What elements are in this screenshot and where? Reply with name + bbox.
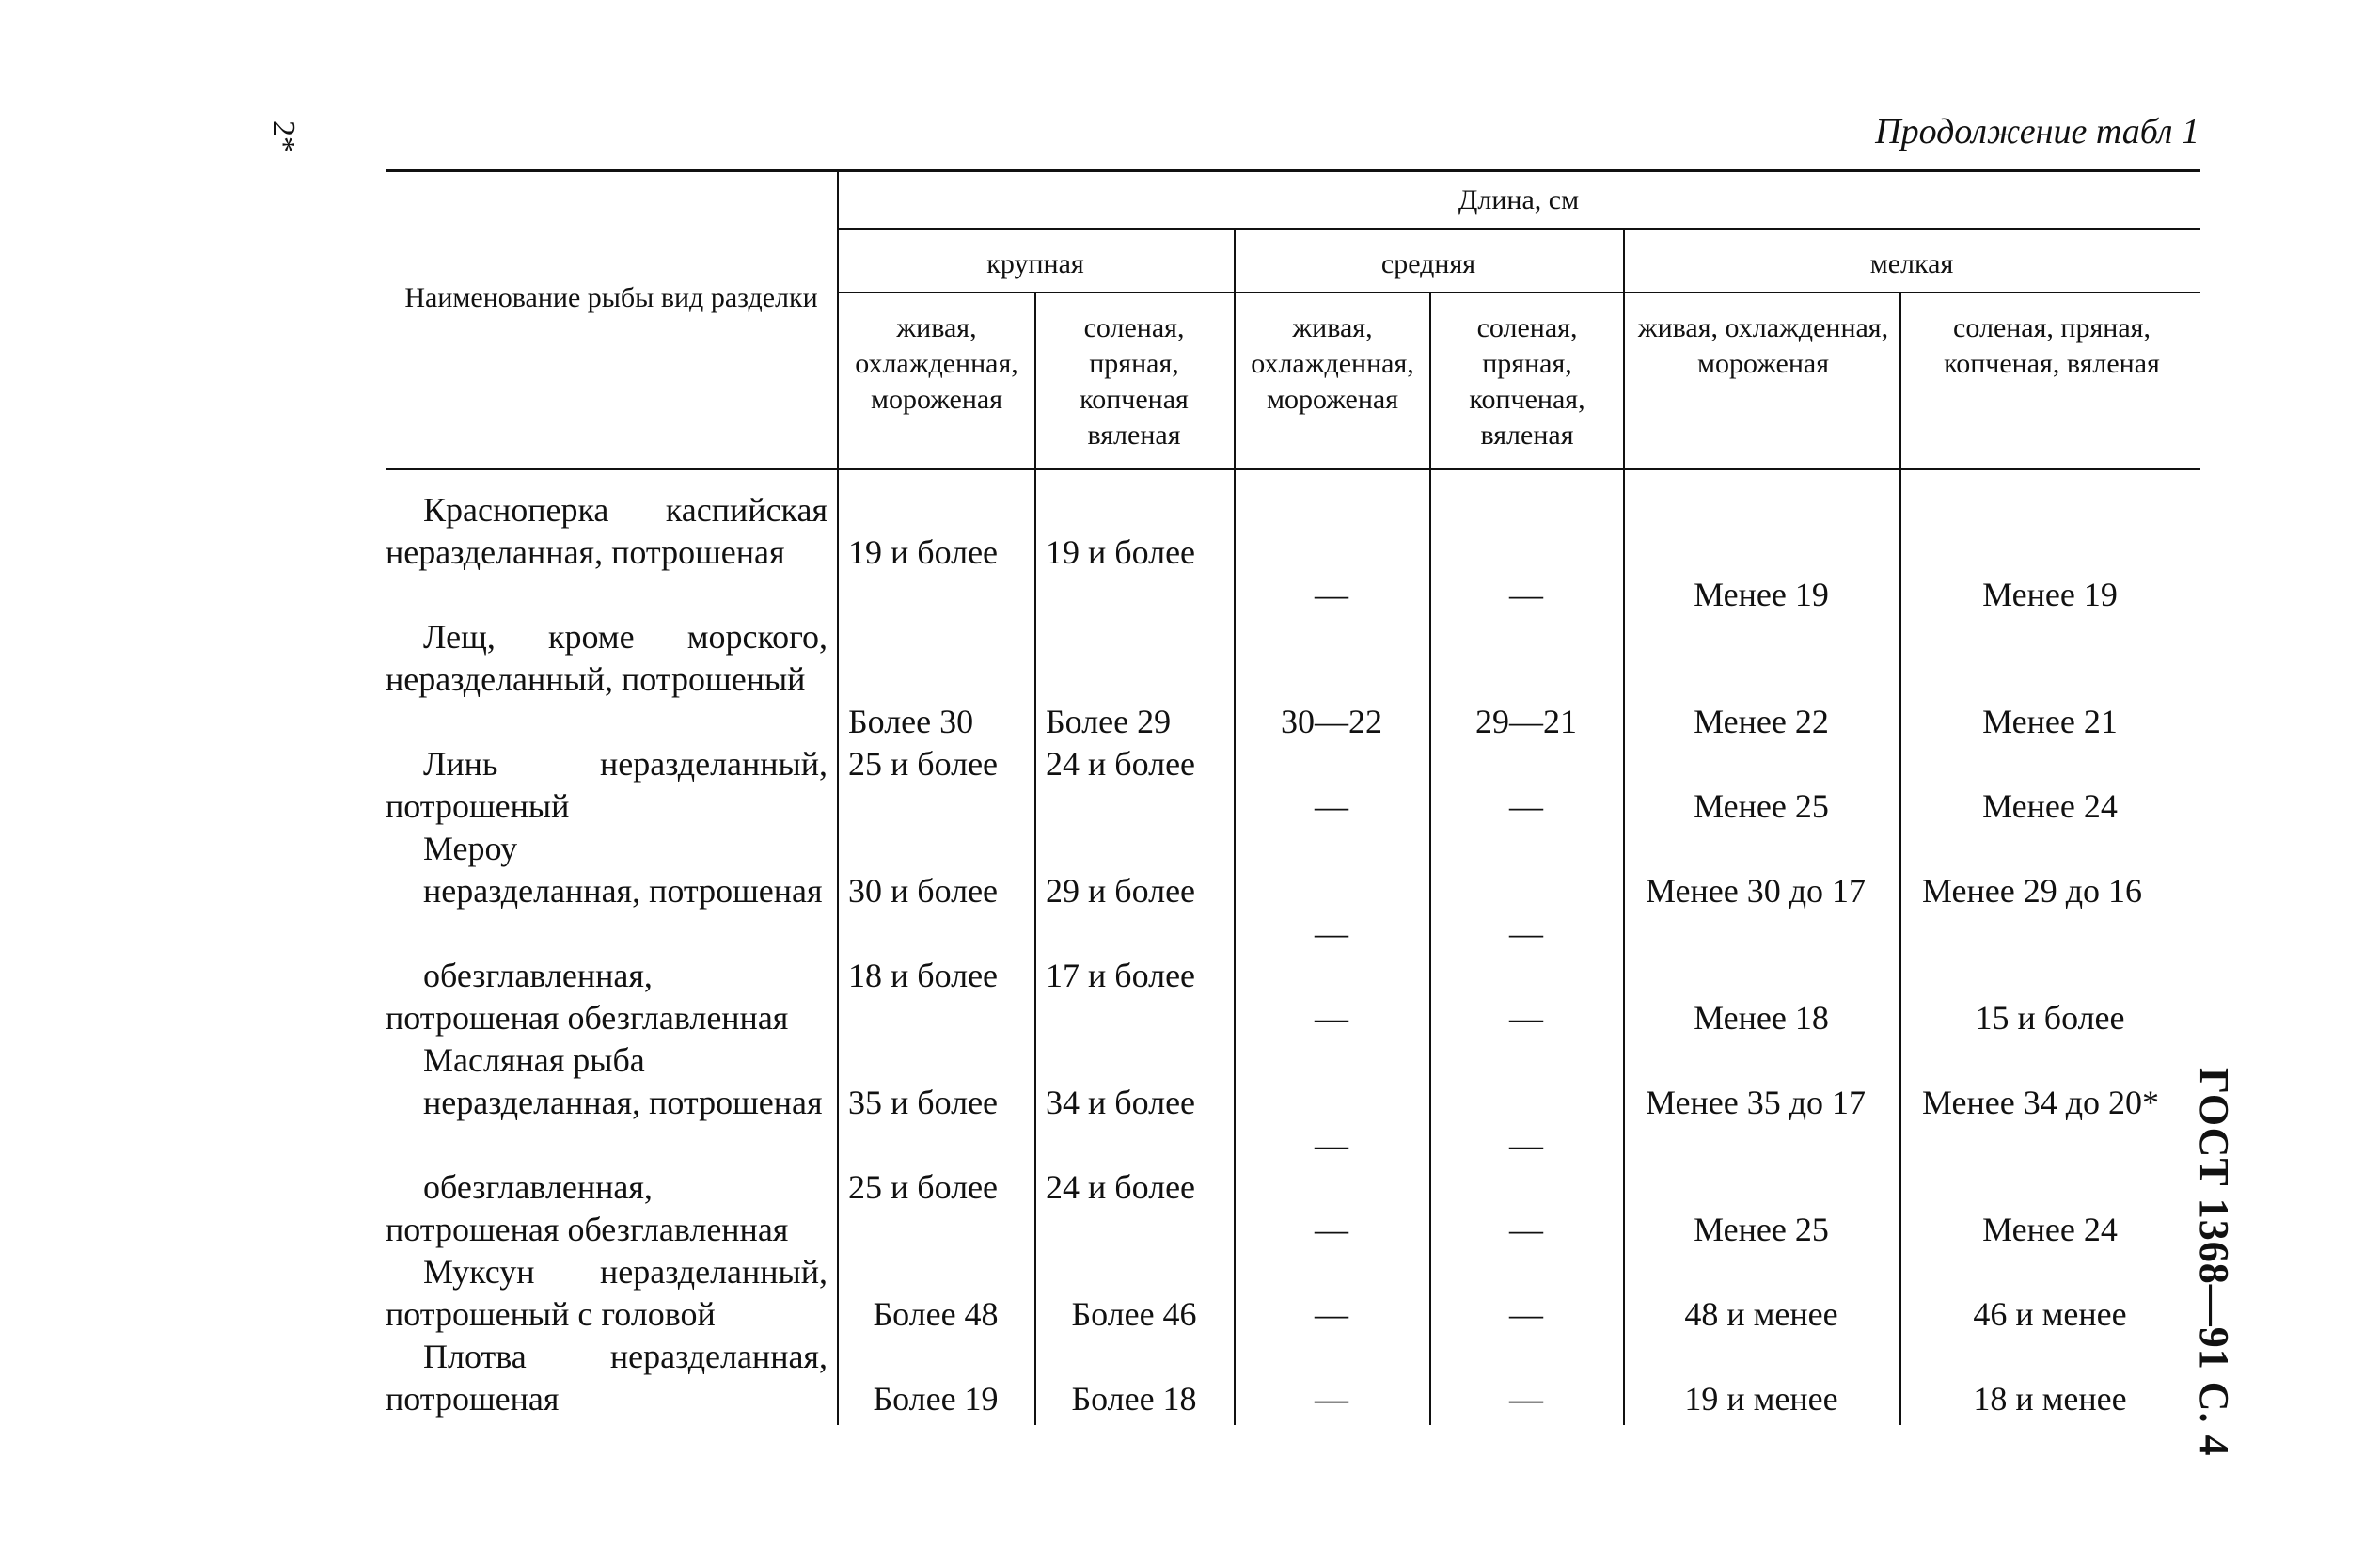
cell-value: Менее 25 [1694, 787, 1829, 825]
cell-value: — [1509, 1380, 1543, 1418]
col-divider-4 [1429, 293, 1431, 1425]
cell-value: Менее 35 до 17 [1646, 1084, 1867, 1121]
cell-value: — [1509, 1211, 1543, 1248]
running-head: Продолжение табл 1 [1875, 112, 2199, 151]
cell-value: — [1315, 576, 1348, 613]
group-header-large: крупная [986, 248, 1084, 279]
cell-value: Более 18 [1071, 1380, 1197, 1418]
side-label: ГОСТ 1368—91 С. 4 [2191, 1068, 2237, 1457]
cell-value: — [1315, 1126, 1348, 1164]
cell-value: — [1509, 914, 1543, 952]
row-name: Масляная рыба [423, 1041, 645, 1079]
col-divider-2 [1034, 293, 1036, 1425]
cell-value: — [1315, 1211, 1348, 1248]
subheader-small-processed: соленая, пряная, копченая, вяленая [1944, 312, 2160, 379]
cell-value: 18 и более [848, 957, 999, 994]
row-name: Плотва неразделанная, потрошеная [386, 1338, 827, 1418]
cell-value: — [1315, 787, 1348, 825]
cell-value: 18 и менее [1973, 1380, 2127, 1418]
cell-value: — [1509, 576, 1543, 613]
subheader-small-fresh: живая, охлажденная, мороженая [1637, 312, 1889, 379]
cell-value: 30—22 [1281, 703, 1382, 740]
length-header-rule [837, 228, 2200, 230]
cell-value: Менее 19 [1694, 576, 1829, 613]
cell-value: 19 и менее [1684, 1380, 1838, 1418]
cell-value: Менее 24 [1982, 1211, 2118, 1248]
table-top-rule [386, 169, 2200, 172]
cell-value: — [1509, 1295, 1543, 1333]
row-name: Лещ, кроме морского, неразделанный, потрошеный [386, 618, 827, 698]
cell-value: 34 и более [1046, 1084, 1196, 1121]
cell-value: 30 и более [848, 872, 999, 910]
cell-value: Более 29 [1046, 703, 1172, 740]
row-name: Красноперка каспийская неразделанная, потрошеная [386, 491, 827, 571]
cell-value: Менее 22 [1694, 703, 1829, 740]
cell-value: 29 и более [1046, 872, 1196, 910]
header-bottom-rule [386, 468, 2200, 470]
row-name: обезглавленная, потрошеная обезглавленная [386, 1168, 789, 1248]
cell-value: Более 46 [1071, 1295, 1197, 1333]
cell-value: Менее 21 [1982, 703, 2118, 740]
cell-value: Менее 19 [1982, 576, 2118, 613]
group-header-small: мелкая [1869, 248, 1954, 279]
cell-value: 35 и более [848, 1084, 999, 1121]
cell-value: 19 и более [848, 533, 999, 571]
subheader-large-processed: соленая, пряная, копченая вяленая [1080, 312, 1189, 451]
cell-value: — [1315, 1295, 1348, 1333]
cell-value: Более 48 [873, 1295, 999, 1333]
group-header-medium: средняя [1380, 248, 1476, 279]
cell-value: — [1315, 999, 1348, 1037]
cell-value: 24 и более [1046, 1168, 1196, 1206]
col-divider-1 [837, 169, 839, 1425]
data-table [386, 169, 2200, 1425]
cell-value: — [1509, 787, 1543, 825]
row-name: неразделанная, потрошеная [423, 872, 823, 910]
length-header: Длина, см [1458, 184, 1580, 215]
cell-value: — [1315, 914, 1348, 952]
page-mark: 2* [266, 120, 301, 152]
cell-value: Более 30 [848, 703, 974, 740]
group-header-rule [837, 292, 2200, 293]
name-column-header: Наименование рыбы вид разделки [404, 282, 818, 313]
cell-value: Более 19 [873, 1380, 999, 1418]
cell-value: 25 и более [848, 745, 999, 783]
cell-value: Менее 34 до 20* [1922, 1084, 2160, 1121]
cell-value: 25 и более [848, 1168, 999, 1206]
subheader-medium-processed: соленая, пряная, копченая, вяленая [1469, 312, 1585, 451]
cell-value: 46 и менее [1973, 1295, 2127, 1333]
row-name: Муксун неразделанный, потрошеный с головой [386, 1253, 827, 1333]
row-name: неразделанная, потрошеная [423, 1084, 823, 1121]
cell-value: 17 и более [1046, 957, 1196, 994]
cell-value: Менее 24 [1982, 787, 2118, 825]
cell-value: 19 и более [1046, 533, 1196, 571]
cell-value: 48 и менее [1684, 1295, 1838, 1333]
cell-value: Менее 18 [1694, 999, 1829, 1037]
row-name: Мероу [423, 830, 518, 867]
cell-value: Менее 25 [1694, 1211, 1829, 1248]
cell-value: 24 и более [1046, 745, 1196, 783]
cell-value: Менее 29 до 16 [1922, 872, 2143, 910]
subheader-medium-fresh: живая, охлажденная, мороженая [1251, 312, 1414, 415]
row-name: Линь неразделанный, потрошеный [386, 745, 827, 825]
cell-value: — [1315, 1380, 1348, 1418]
subheader-large-fresh: живая, охлажденная, мороженая [855, 312, 1018, 415]
cell-value: 29—21 [1475, 703, 1577, 740]
cell-value: — [1509, 999, 1543, 1037]
cell-value: Менее 30 до 17 [1646, 872, 1867, 910]
cell-value: — [1509, 1126, 1543, 1164]
cell-value: 15 и более [1975, 999, 2125, 1037]
col-divider-6 [1899, 293, 1901, 1425]
row-name: обезглавленная, потрошеная обезглавленная [386, 957, 789, 1037]
